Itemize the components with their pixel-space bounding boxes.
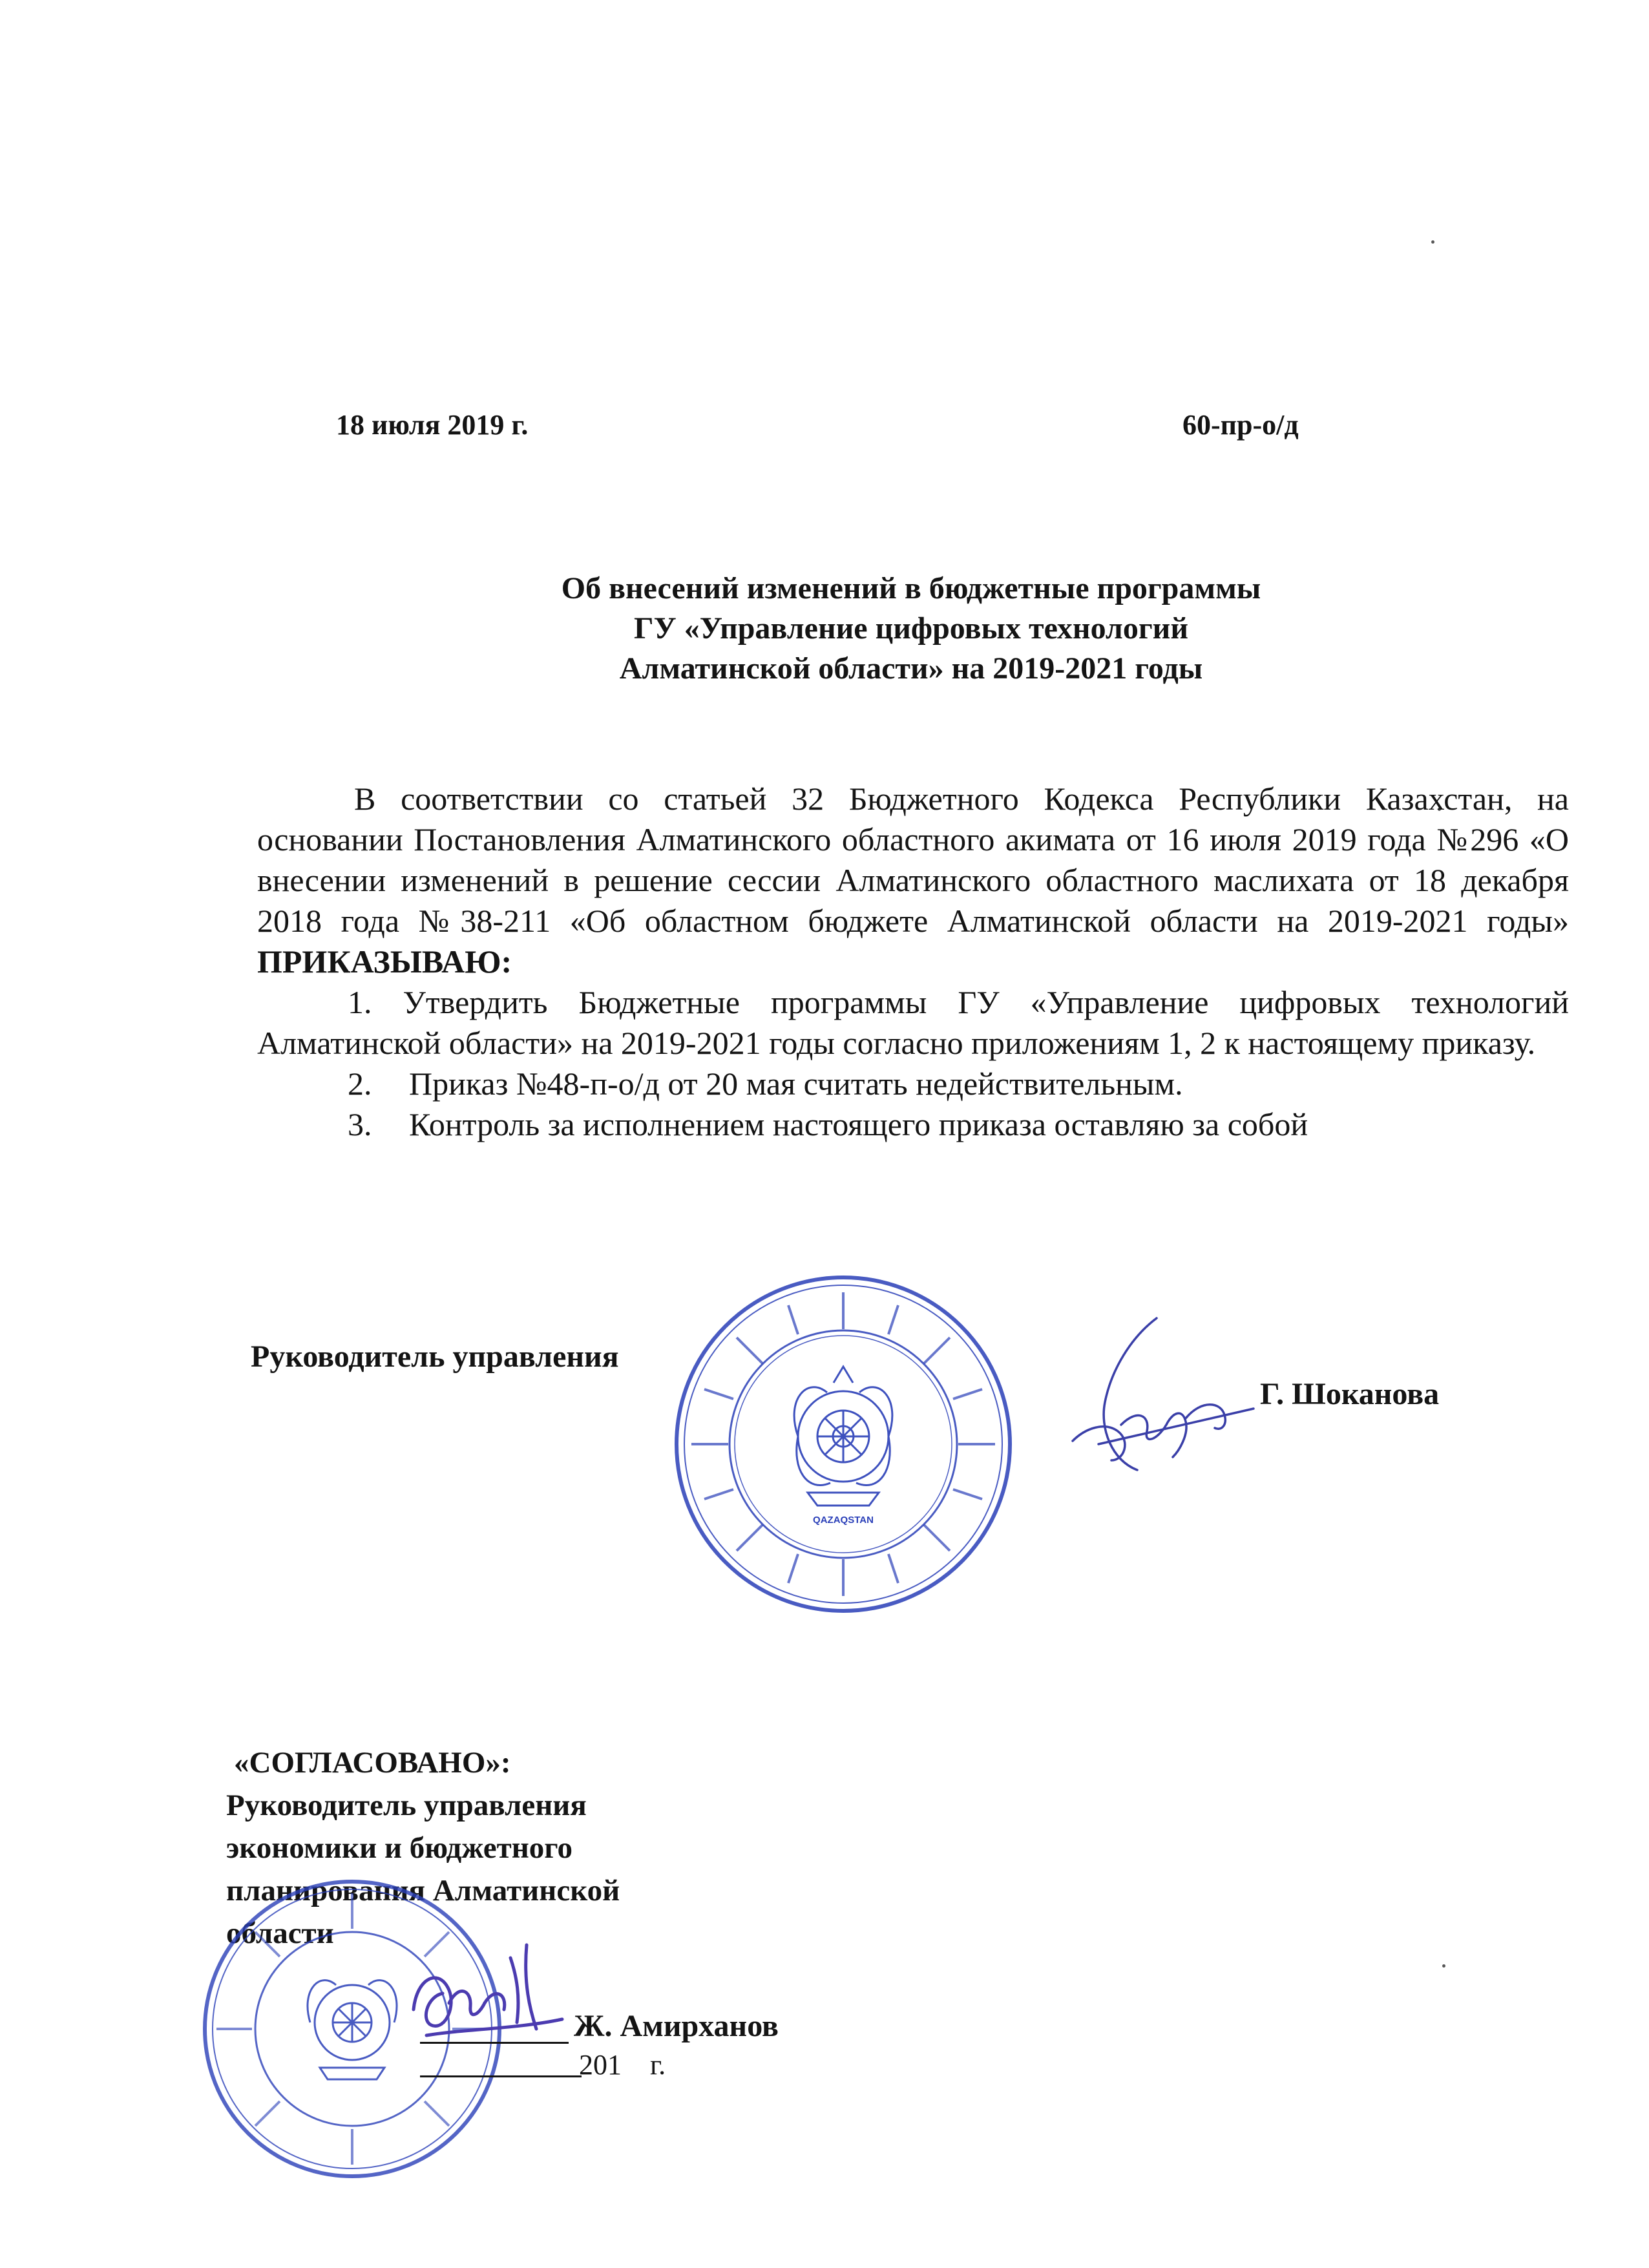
item-text: Приказ №48-п-о/д от 20 мая считать недействительным. [409, 1066, 1183, 1102]
order-item [257, 982, 1569, 1064]
approval-role-line: области [226, 1916, 334, 1950]
intro-text: В соответствии со статьей 32 Бюджетного Кодекса Республики Казахстан, на основании Постановления Алматинского областного акимата от 16 июля 2019 года №296 «О внесении изменений в решение сессии Алматинского областного маслихата от 18 декабря 2018 года №38-211 «Об областном бюджете Алматинской области на 2019-2021 годы» [257, 781, 1569, 939]
signatory-role: Руководитель управления [251, 1339, 619, 1374]
official-stamp [669, 1270, 1018, 1619]
order-word: ПРИКАЗЫВАЮ: [257, 943, 512, 980]
item-text: Контроль за исполнением настоящего приказа оставляю за собой [409, 1106, 1308, 1142]
document-body [257, 779, 1569, 1145]
approval-date [579, 2048, 666, 2081]
item-number: 3. [348, 1106, 372, 1142]
title-line: Алматинской области» на 2019-2021 годы [619, 651, 1203, 686]
intro-paragraph [257, 779, 1569, 982]
scan-speck [1442, 1964, 1445, 1968]
title-line: Об внесений изменений в бюджетные программы [561, 571, 1261, 605]
signature-shokanova [1060, 1312, 1266, 1486]
approver-name: Ж. Амирханов [574, 2009, 779, 2043]
order-item [257, 1104, 1569, 1145]
item-text: Утвердить Бюджетные программы ГУ «Управление цифровых технологий Алматинской области» на 2019-2021 годы согласно приложениям 1, 2 к настоящему приказу. [257, 984, 1570, 1061]
year-suffix: г. [650, 2049, 666, 2081]
title-line: ГУ «Управление цифровых технологий [634, 611, 1188, 646]
item-number: 2. [348, 1066, 372, 1102]
order-item [257, 1064, 1569, 1104]
stamp-center-text: QAZAQSTAN [813, 1515, 874, 1526]
date-line [420, 2075, 582, 2077]
document-title [362, 569, 1460, 689]
approval-heading: «СОГЛАСОВАНО»: [234, 1746, 511, 1780]
order-date: 18 июля 2019 г. [336, 409, 529, 441]
approval-role-line: экономики и бюджетного [226, 1831, 572, 1865]
order-number: 60-пр-о/д [1182, 409, 1299, 441]
approval-role-line: планирования Алматинской [226, 1874, 620, 1907]
approval-role-line: Руководитель управления [226, 1789, 587, 1822]
scan-speck [1431, 240, 1434, 244]
signatory-name: Г. Шоканова [1260, 1377, 1440, 1411]
signature-line [420, 2042, 569, 2044]
year-blank: 201 [579, 2049, 622, 2081]
item-number: 1. [348, 984, 372, 1020]
